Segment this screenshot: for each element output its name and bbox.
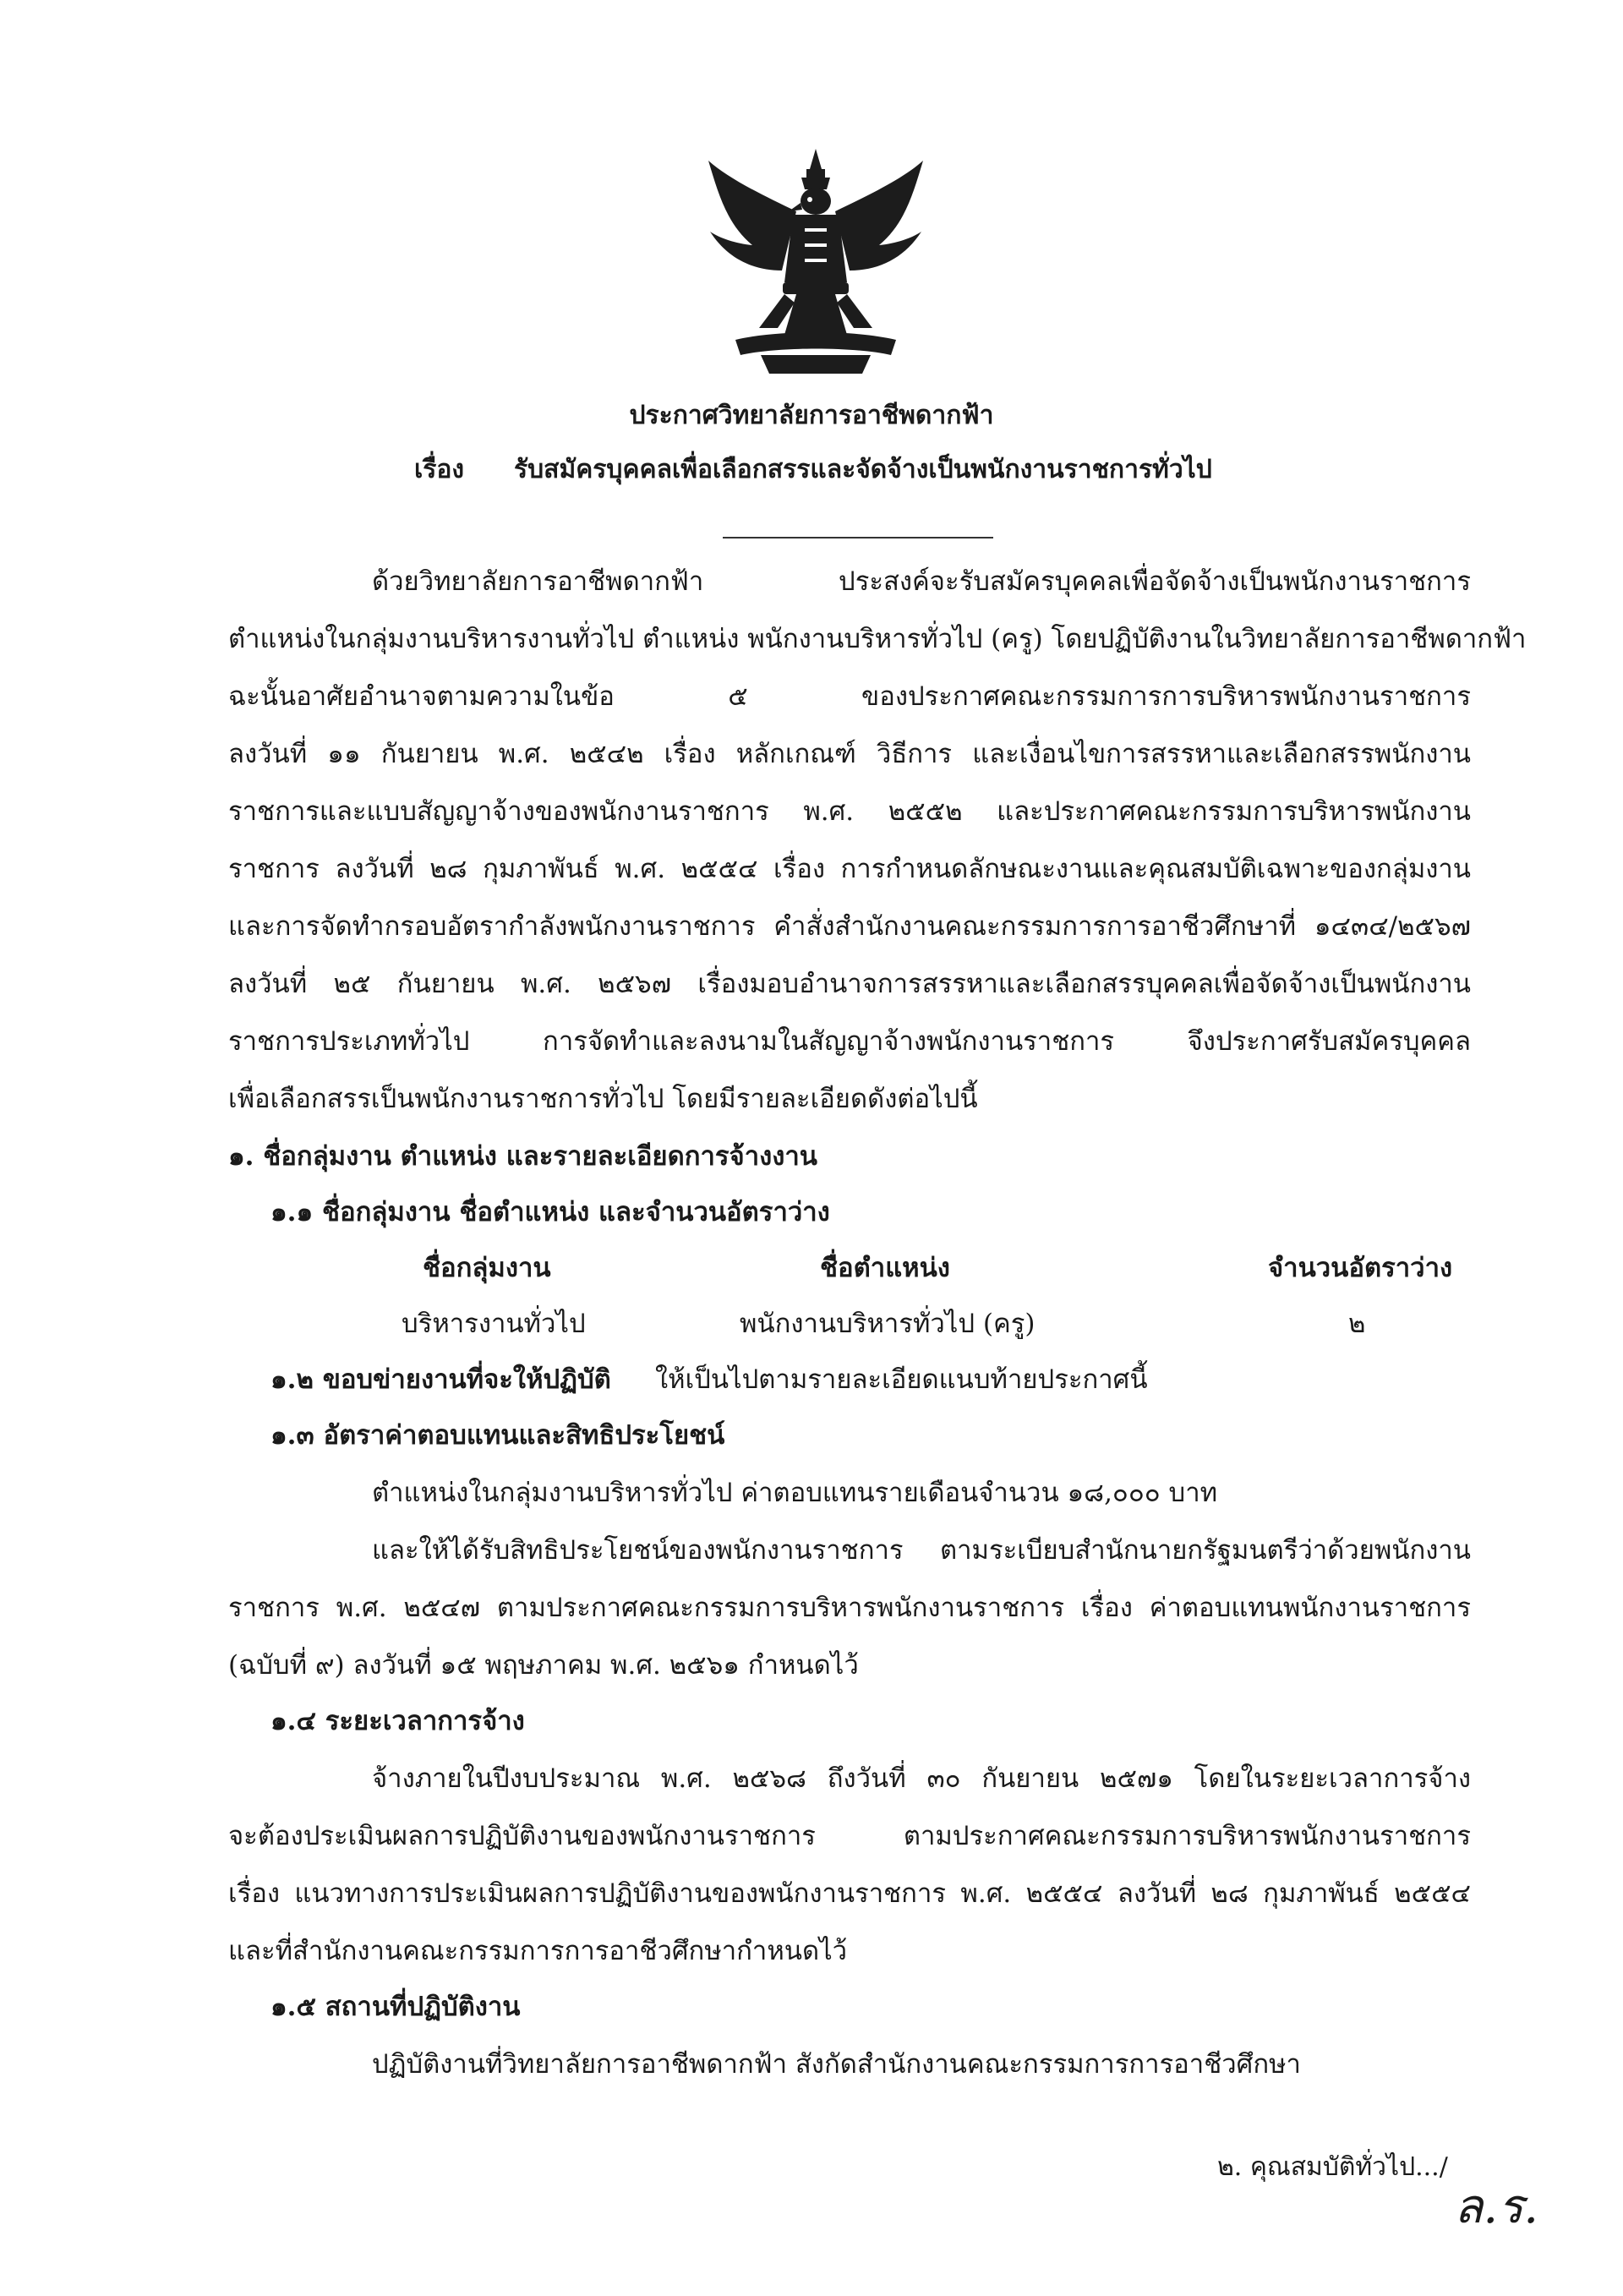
intro-line: ฉะนั้นอาศัยอำนาจตามความในข้อ ๕ ของประกาศคณะกรรมการการบริหารพนักงานราชการ — [228, 681, 1471, 712]
section-1-1-heading: ๑.๑ ชื่อกลุ่มงาน ชื่อตำแหน่ง และจำนวนอัตราว่าง — [270, 1197, 830, 1227]
section-1-4-line: จะต้องประเมินผลการปฏิบัติงานของพนักงานราชการ ตามประกาศคณะกรรมการบริหารพนักงานราชการ — [228, 1821, 1471, 1851]
subject-text: รับสมัครบุคคลเพื่อเลือกสรรและจัดจ้างเป็นพนักงานราชการทั่วไป — [514, 455, 1212, 484]
table-cell-vacancies: ๒ — [1348, 1309, 1366, 1339]
section-1-5-heading: ๑.๕ สถานที่ปฏิบัติงาน — [270, 1992, 521, 2022]
intro-line: เพื่อเลือกสรรเป็นพนักงานราชการทั่วไป โดยมีรายละเอียดดังต่อไปนี้ — [228, 1084, 978, 1114]
intro-line: ราชการและแบบสัญญาจ้างของพนักงานราชการ พ.ศ. ๒๕๕๒ และประกาศคณะกรรมการบริหารพนักงาน — [228, 796, 1471, 827]
section-1-4-heading: ๑.๔ ระยะเวลาการจ้าง — [270, 1706, 525, 1736]
table-header-vacancies: จำนวนอัตราว่าง — [1268, 1253, 1453, 1283]
section-1-4-line: จ้างภายในปีงบประมาณ พ.ศ. ๒๕๖๘ ถึงวันที่ ๓๐ กันยายน ๒๕๗๑ โดยในระยะเวลาการจ้าง — [372, 1763, 1471, 1794]
intro-line: ลงวันที่ ๒๕ กันยายน พ.ศ. ๒๕๖๗ เรื่องมอบอำนาจการสรรหาและเลือกสรรบุคคลเพื่อจัดจ้างเป็นพนักงาน — [228, 969, 1471, 999]
section-1-3-line: ตำแหน่งในกลุ่มงานบริหารทั่วไป ค่าตอบแทนรายเดือนจำนวน ๑๘,๐๐๐ บาท — [372, 1478, 1218, 1508]
garuda-emblem-icon — [702, 144, 930, 380]
table-header-position: ชื่อตำแหน่ง — [820, 1253, 950, 1283]
section-1-3-line: และให้ได้รับสิทธิประโยชน์ของพนักงานราชการ ตามระเบียบสำนักนายกรัฐมนตรีว่าด้วยพนักงาน — [372, 1535, 1471, 1566]
section-1-3-line: (ฉบับที่ ๙) ลงวันที่ ๑๕ พฤษภาคม พ.ศ. ๒๕๖๑ กำหนดไว้ — [228, 1650, 859, 1681]
section-1-5-text: ปฏิบัติงานที่วิทยาลัยการอาชีพดากฟ้า สังกัดสำนักงานคณะกรรมการการอาชีวศึกษา — [372, 2049, 1301, 2080]
section-1-2-text: ให้เป็นไปตามรายละเอียดแนบท้ายประกาศนี้ — [655, 1364, 1148, 1395]
section-1-heading: ๑. ชื่อกลุ่มงาน ตำแหน่ง และรายละเอียดการจ้างงาน — [228, 1141, 818, 1172]
document-title: ประกาศวิทยาลัยการอาชีพดากฟ้า — [629, 401, 994, 430]
table-cell-group: บริหารงานทั่วไป — [402, 1309, 586, 1339]
section-1-3-line: ราชการ พ.ศ. ๒๕๔๗ ตามประกาศคณะกรรมการบริหารพนักงานราชการ เรื่อง ค่าตอบแทนพนักงานราชการ — [228, 1593, 1471, 1623]
section-1-4-line: และที่สำนักงานคณะกรรมการการอาชีวศึกษากำหนดไว้ — [228, 1936, 848, 1966]
intro-line: ราชการประเภททั่วไป การจัดทำและลงนามในสัญญาจ้างพนักงานราชการ จึงประกาศรับสมัครบุคคล — [228, 1026, 1471, 1057]
section-1-2-heading: ๑.๒ ขอบข่ายงานที่จะให้ปฏิบัติ — [270, 1364, 611, 1395]
intro-line: ด้วยวิทยาลัยการอาชีพดากฟ้า ประสงค์จะรับสมัครบุคคลเพื่อจัดจ้างเป็นพนักงานราชการ — [372, 566, 1471, 597]
table-cell-position: พนักงานบริหารทั่วไป (ครู) — [740, 1309, 1036, 1339]
title-separator — [723, 537, 993, 538]
intro-line: ลงวันที่ ๑๑ กันยายน พ.ศ. ๒๕๔๒ เรื่อง หลักเกณฑ์ วิธีการ และเงื่อนไขการสรรหาและเลือกสรรพนักงาน — [228, 739, 1471, 769]
intro-line: ราชการ ลงวันที่ ๒๘ กุมภาพันธ์ พ.ศ. ๒๕๕๔ เรื่อง การกำหนดลักษณะงานและคุณสมบัติเฉพาะของกลุ่มงาน — [228, 854, 1471, 884]
section-1-4-line: เรื่อง แนวทางการประเมินผลการปฏิบัติงานของพนักงานราชการ พ.ศ. ๒๕๕๔ ลงวันที่ ๒๘ กุมภาพันธ์ ๒๕๕๔ — [228, 1878, 1471, 1909]
table-header-group: ชื่อกลุ่มงาน — [423, 1253, 551, 1283]
intro-line: ตำแหน่งในกลุ่มงานบริหารงานทั่วไป ตำแหน่ง พนักงานบริหารทั่วไป (ครู) โดยปฏิบัติงานในวิทยาลัยการอาชีพดากฟ้า — [228, 624, 1527, 654]
intro-line: และการจัดทำกรอบอัตรากำลังพนักงานราชการ คำสั่งสำนักงานคณะกรรมการการอาชีวศึกษาที่ ๑๔๓๔/๒๕๖๗ — [228, 911, 1471, 942]
continuation-note: ๒. คุณสมบัติทั่วไป.../ — [1217, 2152, 1448, 2182]
signature-initials: ล.ร. — [1454, 2179, 1538, 2234]
section-1-3-heading: ๑.๓ อัตราค่าตอบแทนและสิทธิประโยชน์ — [270, 1420, 725, 1451]
subject-label: เรื่อง — [414, 455, 465, 484]
